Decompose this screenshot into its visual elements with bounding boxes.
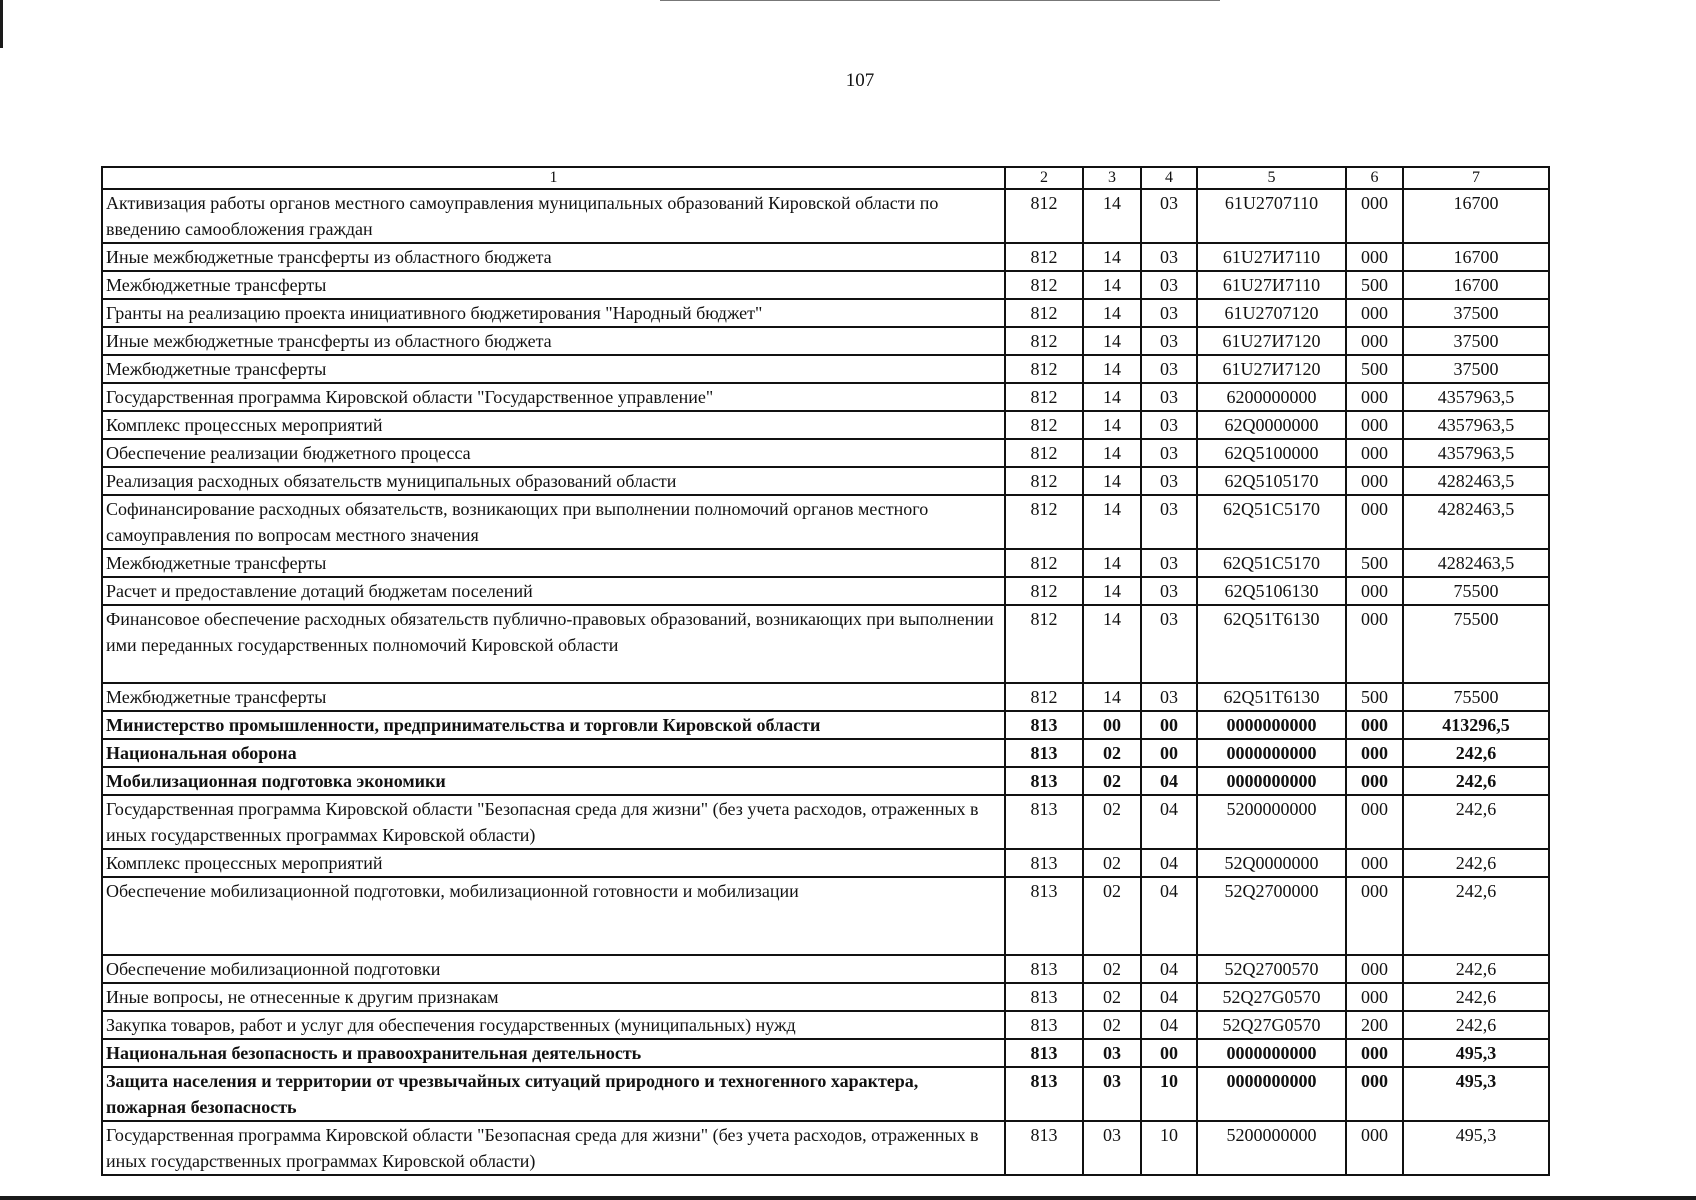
cell-code-subsection: 03	[1141, 683, 1197, 711]
cell-code-ministry: 812	[1005, 683, 1083, 711]
cell-name: Расчет и предоставление дотаций бюджетам поселений	[102, 577, 1005, 605]
cell-code-expense-type: 000	[1346, 495, 1403, 549]
cell-code-section: 14	[1083, 549, 1141, 577]
cell-code-subsection: 04	[1141, 1011, 1197, 1039]
table-row	[102, 439, 1549, 467]
cell-name: Мобилизационная подготовка экономики	[102, 767, 1005, 795]
cell-code-article: 61U27И7120	[1197, 327, 1346, 355]
table-row	[102, 467, 1549, 495]
cell-code-section: 14	[1083, 327, 1141, 355]
cell-amount: 75500	[1403, 577, 1549, 605]
cell-code-ministry: 813	[1005, 795, 1083, 849]
cell-code-expense-type: 000	[1346, 577, 1403, 605]
cell-code-ministry: 812	[1005, 189, 1083, 243]
cell-code-ministry: 813	[1005, 1067, 1083, 1121]
cell-name: Защита населения и территории от чрезвычайных ситуаций природного и техногенного характера, пожарная безопасность	[102, 1067, 1005, 1121]
table-row	[102, 383, 1549, 411]
cell-code-ministry: 812	[1005, 467, 1083, 495]
cell-code-expense-type: 000	[1346, 739, 1403, 767]
cell-amount: 75500	[1403, 683, 1549, 711]
table-row	[102, 983, 1549, 1011]
cell-code-section: 14	[1083, 683, 1141, 711]
cell-amount: 16700	[1403, 189, 1549, 243]
table-row	[102, 189, 1549, 243]
cell-code-article: 0000000000	[1197, 1067, 1346, 1121]
cell-code-expense-type: 000	[1346, 383, 1403, 411]
cell-name: Межбюджетные трансферты	[102, 683, 1005, 711]
cell-code-ministry: 812	[1005, 271, 1083, 299]
cell-name: Гранты на реализацию проекта инициативного бюджетирования "Народный бюджет"	[102, 299, 1005, 327]
cell-amount: 242,6	[1403, 955, 1549, 983]
cell-code-ministry: 812	[1005, 411, 1083, 439]
table-row	[102, 795, 1549, 849]
cell-code-ministry: 812	[1005, 299, 1083, 327]
cell-amount: 242,6	[1403, 849, 1549, 877]
cell-code-article: 52Q0000000	[1197, 849, 1346, 877]
cell-amount: 495,3	[1403, 1121, 1549, 1175]
cell-code-subsection: 03	[1141, 467, 1197, 495]
cell-code-article: 6200000000	[1197, 383, 1346, 411]
cell-code-ministry: 813	[1005, 955, 1083, 983]
page-number: 107	[845, 70, 875, 91]
cell-code-ministry: 813	[1005, 877, 1083, 955]
cell-name: Активизация работы органов местного самоуправления муниципальных образований Кировской области по введению самообложения граждан	[102, 189, 1005, 243]
cell-code-section: 02	[1083, 849, 1141, 877]
cell-code-expense-type: 500	[1346, 271, 1403, 299]
cell-code-ministry: 812	[1005, 605, 1083, 683]
cell-code-expense-type: 000	[1346, 711, 1403, 739]
cell-code-article: 62Q5105170	[1197, 467, 1346, 495]
cell-code-section: 02	[1083, 955, 1141, 983]
cell-amount: 75500	[1403, 605, 1549, 683]
cell-name: Обеспечение мобилизационной подготовки, мобилизационной готовности и мобилизации	[102, 877, 1005, 955]
cell-amount: 495,3	[1403, 1067, 1549, 1121]
cell-code-ministry: 813	[1005, 983, 1083, 1011]
cell-amount: 242,6	[1403, 795, 1549, 849]
cell-code-section: 02	[1083, 739, 1141, 767]
cell-code-section: 14	[1083, 383, 1141, 411]
cell-code-section: 14	[1083, 299, 1141, 327]
cell-name: Национальная оборона	[102, 739, 1005, 767]
cell-code-subsection: 03	[1141, 411, 1197, 439]
table-row	[102, 605, 1549, 683]
table-header-row	[102, 167, 1549, 189]
scan-edge-bottom	[0, 1196, 1696, 1200]
cell-code-expense-type: 000	[1346, 605, 1403, 683]
cell-code-section: 02	[1083, 767, 1141, 795]
cell-code-subsection: 03	[1141, 355, 1197, 383]
table-row	[102, 1011, 1549, 1039]
cell-code-article: 0000000000	[1197, 767, 1346, 795]
table-row	[102, 767, 1549, 795]
cell-name: Министерство промышленности, предпринимательства и торговли Кировской области	[102, 711, 1005, 739]
cell-code-section: 02	[1083, 983, 1141, 1011]
cell-code-subsection: 03	[1141, 243, 1197, 271]
table-row	[102, 849, 1549, 877]
table-row	[102, 327, 1549, 355]
cell-amount: 37500	[1403, 327, 1549, 355]
cell-code-article: 62Q5106130	[1197, 577, 1346, 605]
column-header: 3	[1083, 167, 1141, 189]
column-header: 5	[1197, 167, 1346, 189]
cell-name: Комплекс процессных мероприятий	[102, 411, 1005, 439]
cell-code-section: 03	[1083, 1067, 1141, 1121]
cell-code-article: 62Q5100000	[1197, 439, 1346, 467]
cell-name: Реализация расходных обязательств муниципальных образований области	[102, 467, 1005, 495]
cell-code-expense-type: 000	[1346, 1067, 1403, 1121]
cell-code-subsection: 03	[1141, 577, 1197, 605]
cell-code-expense-type: 500	[1346, 549, 1403, 577]
cell-code-expense-type: 000	[1346, 411, 1403, 439]
cell-code-section: 14	[1083, 271, 1141, 299]
cell-code-expense-type: 000	[1346, 1039, 1403, 1067]
cell-code-article: 52Q27G0570	[1197, 1011, 1346, 1039]
cell-code-expense-type: 000	[1346, 955, 1403, 983]
cell-code-subsection: 03	[1141, 549, 1197, 577]
cell-code-expense-type: 000	[1346, 877, 1403, 955]
cell-code-ministry: 812	[1005, 243, 1083, 271]
cell-name: Софинансирование расходных обязательств, возникающих при выполнении полномочий органов местного самоуправления по вопросам местного значения	[102, 495, 1005, 549]
cell-code-subsection: 03	[1141, 439, 1197, 467]
table-row	[102, 1039, 1549, 1067]
cell-code-section: 14	[1083, 467, 1141, 495]
scan-edge-left	[0, 0, 3, 48]
column-header: 1	[102, 167, 1005, 189]
cell-code-expense-type: 000	[1346, 849, 1403, 877]
cell-amount: 4282463,5	[1403, 495, 1549, 549]
cell-name: Обеспечение мобилизационной подготовки	[102, 955, 1005, 983]
cell-code-ministry: 812	[1005, 577, 1083, 605]
table-row	[102, 711, 1549, 739]
cell-amount: 242,6	[1403, 1011, 1549, 1039]
table-row	[102, 877, 1549, 955]
cell-code-subsection: 03	[1141, 189, 1197, 243]
cell-amount: 242,6	[1403, 983, 1549, 1011]
cell-code-subsection: 03	[1141, 299, 1197, 327]
column-header: 4	[1141, 167, 1197, 189]
cell-code-ministry: 813	[1005, 711, 1083, 739]
cell-code-section: 03	[1083, 1039, 1141, 1067]
cell-code-ministry: 813	[1005, 1121, 1083, 1175]
cell-code-ministry: 813	[1005, 849, 1083, 877]
scan-edge-top	[660, 0, 1220, 1]
cell-code-subsection: 10	[1141, 1121, 1197, 1175]
cell-amount: 4282463,5	[1403, 549, 1549, 577]
cell-code-section: 14	[1083, 243, 1141, 271]
cell-amount: 242,6	[1403, 767, 1549, 795]
cell-code-expense-type: 200	[1346, 1011, 1403, 1039]
cell-code-article: 61U2707120	[1197, 299, 1346, 327]
cell-code-subsection: 04	[1141, 983, 1197, 1011]
cell-code-section: 14	[1083, 411, 1141, 439]
table-row	[102, 243, 1549, 271]
cell-code-article: 0000000000	[1197, 711, 1346, 739]
column-header: 6	[1346, 167, 1403, 189]
cell-name: Финансовое обеспечение расходных обязательств публично-правовых образований, возникающих при выполнении ими переданных государственных полномочий Кировской области	[102, 605, 1005, 683]
cell-code-article: 0000000000	[1197, 1039, 1346, 1067]
cell-code-expense-type: 000	[1346, 299, 1403, 327]
cell-name: Межбюджетные трансферты	[102, 355, 1005, 383]
table-body	[102, 189, 1549, 1175]
cell-code-subsection: 03	[1141, 495, 1197, 549]
cell-name: Иные межбюджетные трансферты из областного бюджета	[102, 327, 1005, 355]
cell-code-article: 61U27И7120	[1197, 355, 1346, 383]
cell-code-section: 02	[1083, 877, 1141, 955]
cell-code-subsection: 03	[1141, 605, 1197, 683]
column-header: 2	[1005, 167, 1083, 189]
cell-code-article: 62Q51C5170	[1197, 495, 1346, 549]
cell-name: Межбюджетные трансферты	[102, 549, 1005, 577]
cell-code-subsection: 04	[1141, 955, 1197, 983]
cell-code-ministry: 813	[1005, 1039, 1083, 1067]
cell-code-section: 14	[1083, 189, 1141, 243]
cell-name: Иные вопросы, не отнесенные к другим признакам	[102, 983, 1005, 1011]
cell-code-ministry: 812	[1005, 383, 1083, 411]
cell-amount: 4357963,5	[1403, 439, 1549, 467]
cell-code-ministry: 812	[1005, 355, 1083, 383]
cell-code-expense-type: 000	[1346, 243, 1403, 271]
table-row	[102, 271, 1549, 299]
cell-code-section: 02	[1083, 795, 1141, 849]
cell-code-ministry: 812	[1005, 439, 1083, 467]
cell-code-section: 00	[1083, 711, 1141, 739]
cell-code-subsection: 03	[1141, 383, 1197, 411]
cell-code-expense-type: 000	[1346, 467, 1403, 495]
cell-code-ministry: 812	[1005, 495, 1083, 549]
cell-code-article: 62Q51T6130	[1197, 605, 1346, 683]
table-row	[102, 577, 1549, 605]
cell-amount: 16700	[1403, 243, 1549, 271]
cell-amount: 4357963,5	[1403, 411, 1549, 439]
cell-code-subsection: 03	[1141, 327, 1197, 355]
cell-name: Государственная программа Кировской области "Безопасная среда для жизни" (без учета расходов, отраженных в иных государственных программах Кировской области)	[102, 1121, 1005, 1175]
cell-code-ministry: 813	[1005, 739, 1083, 767]
cell-amount: 16700	[1403, 271, 1549, 299]
cell-code-article: 62Q51C5170	[1197, 549, 1346, 577]
cell-code-article: 61U27И7110	[1197, 243, 1346, 271]
cell-code-ministry: 812	[1005, 549, 1083, 577]
table-row	[102, 549, 1549, 577]
cell-code-article: 52Q27G0570	[1197, 983, 1346, 1011]
cell-code-subsection: 10	[1141, 1067, 1197, 1121]
cell-code-subsection: 04	[1141, 767, 1197, 795]
cell-name: Межбюджетные трансферты	[102, 271, 1005, 299]
cell-code-subsection: 00	[1141, 711, 1197, 739]
cell-name: Закупка товаров, работ и услуг для обеспечения государственных (муниципальных) нужд	[102, 1011, 1005, 1039]
cell-code-section: 14	[1083, 577, 1141, 605]
cell-code-expense-type: 000	[1346, 795, 1403, 849]
cell-code-article: 5200000000	[1197, 1121, 1346, 1175]
table-row	[102, 1121, 1549, 1175]
cell-code-expense-type: 000	[1346, 983, 1403, 1011]
cell-code-article: 62Q0000000	[1197, 411, 1346, 439]
cell-amount: 37500	[1403, 355, 1549, 383]
cell-code-section: 02	[1083, 1011, 1141, 1039]
cell-code-subsection: 00	[1141, 1039, 1197, 1067]
budget-table	[101, 166, 1550, 1176]
cell-amount: 4357963,5	[1403, 383, 1549, 411]
cell-code-subsection: 04	[1141, 877, 1197, 955]
cell-name: Комплекс процессных мероприятий	[102, 849, 1005, 877]
cell-amount: 495,3	[1403, 1039, 1549, 1067]
cell-code-expense-type: 000	[1346, 189, 1403, 243]
cell-code-section: 14	[1083, 439, 1141, 467]
cell-code-subsection: 03	[1141, 271, 1197, 299]
table-row	[102, 739, 1549, 767]
cell-name: Национальная безопасность и правоохранительная деятельность	[102, 1039, 1005, 1067]
table-row	[102, 299, 1549, 327]
cell-name: Иные межбюджетные трансферты из областного бюджета	[102, 243, 1005, 271]
cell-code-expense-type: 500	[1346, 355, 1403, 383]
cell-code-expense-type: 000	[1346, 439, 1403, 467]
cell-code-ministry: 812	[1005, 327, 1083, 355]
cell-code-expense-type: 500	[1346, 683, 1403, 711]
column-header: 7	[1403, 167, 1549, 189]
cell-code-section: 14	[1083, 605, 1141, 683]
table-row	[102, 355, 1549, 383]
cell-amount: 242,6	[1403, 877, 1549, 955]
cell-code-ministry: 813	[1005, 1011, 1083, 1039]
cell-code-expense-type: 000	[1346, 767, 1403, 795]
cell-amount: 242,6	[1403, 739, 1549, 767]
cell-code-ministry: 813	[1005, 767, 1083, 795]
cell-code-article: 52Q2700570	[1197, 955, 1346, 983]
cell-code-article: 62Q51T6130	[1197, 683, 1346, 711]
table-row	[102, 683, 1549, 711]
cell-amount: 413296,5	[1403, 711, 1549, 739]
cell-code-subsection: 04	[1141, 849, 1197, 877]
table-row	[102, 495, 1549, 549]
table-row	[102, 955, 1549, 983]
cell-amount: 37500	[1403, 299, 1549, 327]
cell-code-section: 14	[1083, 355, 1141, 383]
cell-code-article: 61U2707110	[1197, 189, 1346, 243]
cell-code-article: 5200000000	[1197, 795, 1346, 849]
cell-code-article: 52Q2700000	[1197, 877, 1346, 955]
cell-name: Государственная программа Кировской области "Государственное управление"	[102, 383, 1005, 411]
cell-code-subsection: 00	[1141, 739, 1197, 767]
table-row	[102, 1067, 1549, 1121]
cell-code-expense-type: 000	[1346, 327, 1403, 355]
cell-code-section: 14	[1083, 495, 1141, 549]
cell-amount: 4282463,5	[1403, 467, 1549, 495]
cell-name: Государственная программа Кировской области "Безопасная среда для жизни" (без учета расходов, отраженных в иных государственных программах Кировской области)	[102, 795, 1005, 849]
table-row	[102, 411, 1549, 439]
cell-code-article: 61U27И7110	[1197, 271, 1346, 299]
cell-code-subsection: 04	[1141, 795, 1197, 849]
cell-code-article: 0000000000	[1197, 739, 1346, 767]
cell-name: Обеспечение реализации бюджетного процесса	[102, 439, 1005, 467]
cell-code-section: 03	[1083, 1121, 1141, 1175]
cell-code-expense-type: 000	[1346, 1121, 1403, 1175]
